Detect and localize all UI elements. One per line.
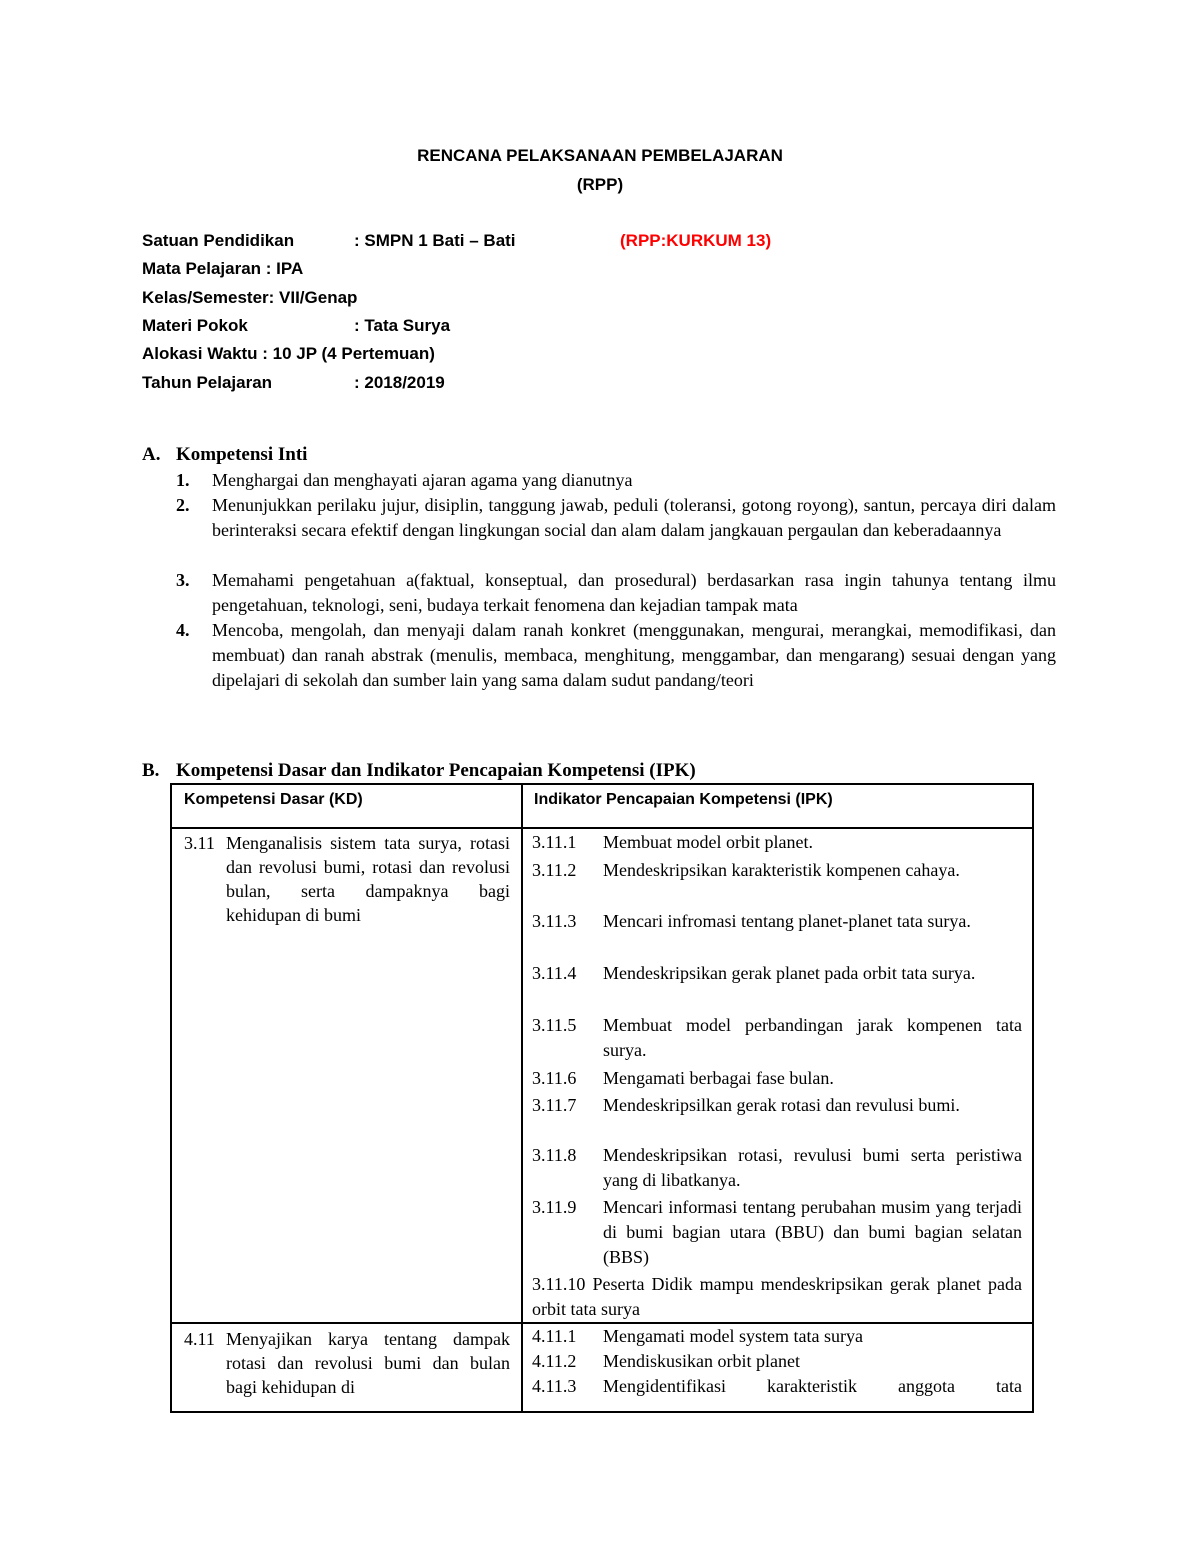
ipk-text: Mendeskripsikan karakteristik kompenen cahaya. [603, 860, 960, 880]
meta-label: Satuan Pendidikan [142, 231, 295, 250]
meta-label: Tahun Pelajaran [142, 373, 273, 392]
kd-text: Menyajikan karya tentang dampak rotasi dan revolusi bumi dan bulan bagi kehidupan di [226, 1329, 510, 1397]
ipk-text: Mengamati berbagai fase bulan. [603, 1068, 834, 1088]
ipk-code: 4.11.3 [532, 1376, 577, 1396]
ki-item-1 [176, 468, 1056, 493]
kd-text: Menganalisis sistem tata surya, rotasi dan revolusi bumi, rotasi dan revolusi bulan, serta dampaknya bagi kehidupan di bumi [226, 833, 510, 925]
ki-number: 3. [176, 570, 190, 590]
kd-item [184, 1327, 510, 1399]
meta-label: Mata Pelajaran : IPA [142, 259, 304, 278]
ipk-code: 3.11.7 [532, 1095, 577, 1115]
ipk-text [532, 1272, 1022, 1322]
section-letter: B. [142, 760, 160, 781]
ipk-text: Mengidentifikasi karakteristik anggota tata [603, 1376, 1022, 1396]
ipk-code: 3.11.10 [532, 1274, 586, 1294]
ki-item-4 [176, 618, 1056, 693]
ipk-code: 3.11.4 [532, 963, 577, 983]
ipk-item [532, 1066, 1022, 1091]
section-title: Kompetensi Inti [176, 444, 308, 465]
meta-kelas-semester [142, 288, 357, 308]
section-title: Kompetensi Dasar dan Indikator Pencapaian Kompetensi (IPK) [176, 760, 696, 781]
ki-item-3 [176, 568, 1056, 618]
meta-tahun-pelajaran [142, 373, 445, 393]
ki-number: 4. [176, 620, 190, 640]
ipk-item [532, 961, 1022, 986]
ipk-text: Mengamati model system tata surya [603, 1326, 863, 1346]
ipk-text: Membuat model perbandingan jarak kompenen tata surya. [603, 1015, 1022, 1060]
ipk-text: Membuat model orbit planet. [603, 832, 813, 852]
ipk-code: 4.11.1 [532, 1326, 577, 1346]
meta-value: : 2018/2019 [354, 373, 445, 392]
ipk-code: 3.11.2 [532, 860, 577, 880]
ki-number: 2. [176, 495, 190, 515]
meta-mata-pelajaran [142, 259, 303, 279]
ipk-item [532, 1324, 1022, 1349]
document-subtitle: (RPP) [576, 175, 624, 194]
ipk-item [532, 858, 1022, 883]
ipk-code: 3.11.5 [532, 1015, 577, 1035]
meta-materi-pokok [142, 316, 451, 336]
column-header-kd: Kompetensi Dasar (KD) [184, 791, 363, 808]
kd-code: 3.11 [184, 833, 215, 853]
ipk-text: Mendeskripsilkan gerak rotasi dan revulusi bumi. [603, 1095, 960, 1115]
section-letter: A. [142, 444, 161, 465]
meta-label: Materi Pokok [142, 316, 248, 335]
ipk-item-long [532, 1272, 1022, 1322]
ki-text: Menunjukkan perilaku jujur, disiplin, tanggung jawab, peduli (toleransi, gotong royong), santun, percaya diri dalam berinteraksi secara efektif dengan lingkungan social dan alam dalam jangkauan pergaulan dan keberadaannya [212, 495, 1056, 540]
meta-alokasi-waktu [142, 344, 435, 364]
ipk-item [532, 1195, 1022, 1270]
ki-item-2 [176, 493, 1056, 543]
ipk-item [532, 1374, 1022, 1399]
ipk-text: Mendiskusikan orbit planet [603, 1351, 800, 1371]
table-header-divider [172, 827, 1032, 829]
ipk-item [532, 909, 1022, 934]
ipk-text-inline: Peserta Didik mampu mendeskripsikan gerak planet pada orbit tata surya [532, 1274, 1022, 1319]
kd-code: 4.11 [184, 1329, 215, 1349]
section-b-heading [142, 760, 696, 782]
ipk-code: 3.11.8 [532, 1145, 577, 1165]
ipk-code: 3.11.1 [532, 832, 577, 852]
ipk-item [532, 1143, 1022, 1193]
ki-text: Mencoba, mengolah, dan menyaji dalam ranah konkret (menggunakan, mengurai, merangkai, memodifikasi, dan membuat) dan ranah abstrak (menulis, membaca, menghitung, menggambar, dan mengarang) sesuai dengan yang dipelajari di sekolah dan sumber lain yang sama dalam sudut pandang/teori [212, 620, 1056, 690]
meta-label: Kelas/Semester: VII/Genap [142, 288, 358, 307]
kd-item [184, 831, 510, 927]
meta-value: : SMPN 1 Bati – Bati [354, 231, 516, 250]
ipk-item [532, 1013, 1022, 1063]
curriculum-note: (RPP:KURKUM 13) [620, 231, 772, 250]
meta-satuan-pendidikan [142, 231, 516, 251]
table-column-divider [521, 785, 523, 1411]
meta-label: Alokasi Waktu : 10 JP (4 Pertemuan) [142, 344, 435, 363]
meta-value: : Tata Surya [354, 316, 451, 335]
ipk-item [532, 1349, 1022, 1374]
ipk-code: 3.11.9 [532, 1197, 577, 1217]
ipk-text: Mencari infromasi tentang planet-planet tata surya. [603, 911, 971, 931]
document-title: RENCANA PELAKSANAAN PEMBELAJARAN [417, 146, 783, 165]
ipk-code: 4.11.2 [532, 1351, 577, 1371]
ipk-text: Mendeskripsikan gerak planet pada orbit tata surya. [603, 963, 976, 983]
ipk-text: Mendeskripsikan rotasi, revulusi bumi serta peristiwa yang di libatkanya. [603, 1145, 1022, 1190]
ipk-text: Mencari informasi tentang perubahan musim yang terjadi di bumi bagian utara (BBU) dan bumi bagian selatan (BBS) [603, 1197, 1022, 1267]
column-header-ipk: Indikator Pencapaian Kompetensi (IPK) [534, 791, 833, 808]
ipk-code: 3.11.3 [532, 911, 577, 931]
section-a-heading [142, 444, 307, 466]
ki-text: Menghargai dan menghayati ajaran agama yang dianutnya [212, 470, 633, 490]
ki-text: Memahami pengetahuan a(faktual, konseptual, dan prosedural) berdasarkan rasa ingin tahunya tentang ilmu pengetahuan, teknologi, seni, budaya terkait fenomena dan kejadian tampak mata [212, 570, 1056, 615]
ipk-item [532, 830, 1022, 855]
ipk-item [532, 1093, 1022, 1118]
ki-number: 1. [176, 470, 190, 490]
ipk-code: 3.11.6 [532, 1068, 577, 1088]
